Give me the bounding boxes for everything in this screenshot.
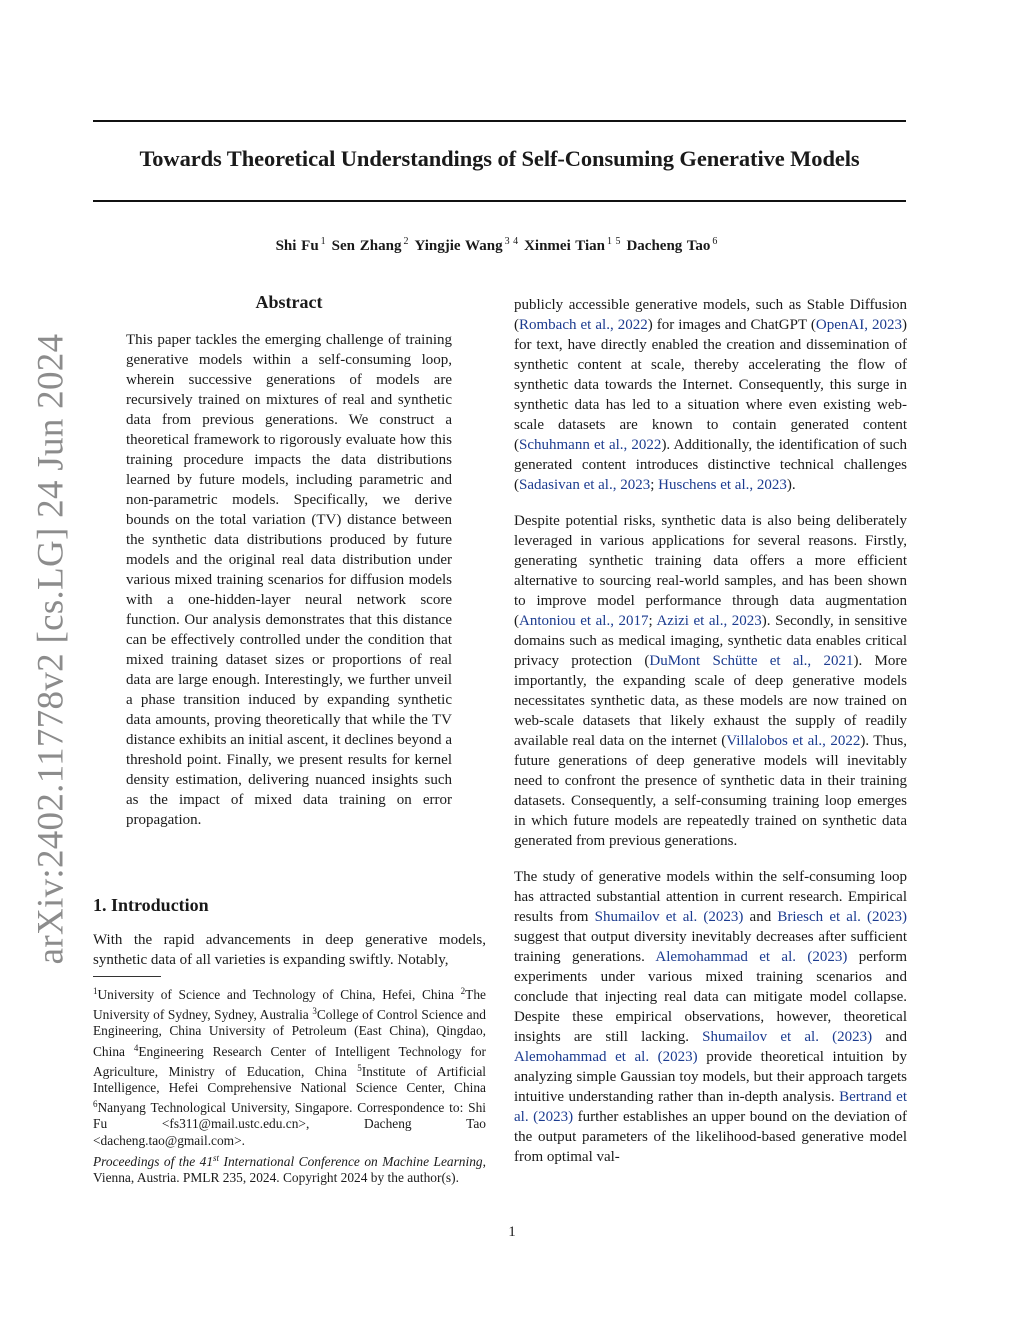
body-paragraph [514,867,907,1167]
citation-link[interactable]: DuMont Schütte et al., 2021 [649,653,854,669]
footnote-text: University of Science and Technology of China, Hefei, China [97,987,454,1002]
body-paragraph [514,295,907,495]
citation-link[interactable]: OpenAI, 2023 [815,317,903,333]
intro-paragraph: With the rapid advancements in deep generative models, synthetic data of all varieties is expanding swiftly. Notably, [93,932,486,968]
body-text: ; [648,613,657,629]
footnote-marker: 6 [93,1099,98,1110]
author-name: Sen Zhang [331,238,402,254]
body-text: The study of generative models within the self-consuming loop has attracted substantial attention in current research. Empirical results from [514,869,907,925]
section-heading-introduction: 1. Introduction [93,895,209,915]
abstract-text: This paper tackles the emerging challenge of training generative models within a self-consuming loop, wherein successive generations of models are recursively trained on mixtures of real and synthetic data from previous generations. We construct a theoretical framework to rigorously evaluate how this training procedure impacts the data distributions learned by future models, including parametric and non-parametric models. Specifically, we derive bounds on the total variation (TV) distance between the synthetic data distributions produced by future models and the original real data distribution under various mixed training scenarios for diffusion models with a one-hidden-layer neural network score function. Our analysis demonstrates that this distance can be effectively controlled under the condition that mixed training dataset sizes or proportions of real data are large enough. Interestingly, we further unveil a phase transition induced by expanding synthetic data amounts, proving theoretically that while the TV distance exhibits an initial ascent, it declines beyond a threshold point. Finally, we present results for kernel density estimation, delivering nuanced insights such as the impact of mixed data training on error propagation. [126,332,452,828]
footnote-marker: 1 [93,986,98,996]
body-text: ). Additionally, the identification of such generated content introduces distinctive technical challenges ( [514,437,907,493]
author-affiliation-marker: 1 [320,236,326,247]
proceedings-rest: , Vienna, Austria. PMLR 235, 2024. Copyright 2024 by the author(s). [93,1154,486,1186]
author-affiliation-marker: 3 4 [504,236,519,247]
author-name: Yingjie Wang [414,238,503,254]
citation-link[interactable]: Huschens et al., 2023 [658,477,787,493]
author-name: Shi Fu [275,238,319,254]
footnote-text: College of Control Science and Engineering, China University of Petroleum (East China), Qingdao, China [93,1007,486,1059]
proceedings-ordinal: st [213,1153,220,1163]
citation-link[interactable]: Alemohammad et al. (2023) [655,949,848,965]
body-text: further establishes an upper bound on the deviation of the output parameters of the likelihood-based generative model from optimal val- [514,1109,907,1165]
body-text: ). Thus, future generations of deep generative models will inevitably need to confront the presence of synthetic data in their training datasets. Consequently, a self-consuming training loop emerges in which future models are repeatedly trained on synthetic data generated from previous generations. [514,733,907,849]
author-affiliation-marker: 1 5 [606,236,621,247]
body-text: Despite potential risks, synthetic data is also being deliberately leveraged in various applications for several reasons. Firstly, generating synthetic training data offers a more efficient alternative to sourcing real-world samples, and has been shown to improve model performance through data augmentation ( [514,513,907,629]
citation-link[interactable]: Shumailov et al. (2023) [702,1029,873,1045]
citation-link[interactable]: Rombach et al., 2022 [519,317,648,333]
body-text: ; [650,477,659,493]
body-text: suggest that output diversity inevitably decreases after sufficient training generations. [514,929,907,965]
affiliation-footnotes [93,983,486,1149]
citation-link[interactable]: Schuhmann et al., 2022 [519,437,662,453]
paper-title: Towards Theoretical Understandings of Self-Consuming Generative Models [139,146,860,171]
citation-link[interactable]: Azizi et al., 2023 [656,613,762,629]
citation-link[interactable]: Alemohammad et al. (2023) [514,1049,698,1065]
body-text: ). [786,477,796,493]
citation-link[interactable]: Antoniou et al., 2017 [519,613,649,629]
citation-link[interactable]: Shumailov et al. (2023) [594,909,744,925]
footnote-marker: 4 [133,1042,139,1053]
proceedings-italic-post: International Conference on Machine Learning [219,1154,483,1169]
body-text: ). Secondly, in sensitive domains such as medical imaging, synthetic data enables critical privacy protection ( [514,613,908,669]
citation-link[interactable]: Briesch et al. (2023) [777,909,907,925]
body-text: publicly accessible generative models, such as Stable Diffusion ( [514,297,907,333]
author-affiliation-marker: 2 [403,236,409,247]
author-name: Xinmei Tian [524,238,605,254]
body-text: ). More importantly, the expanding scale of deep generative models necessitates synthetic data, as these models are now trained on web-scale datasets that likely exhaust the supply of readily available real data on the internet ( [514,653,907,749]
body-text: and [743,909,778,925]
footnote-marker: 2 [460,986,466,996]
footnote-text: Institute of Artificial Intelligence, Hefei Comprehensive National Science Center, China [93,1063,486,1096]
author-affiliation-marker: 6 [712,236,718,247]
body-text: ) for text, have directly enabled the creation and dissemination of synthetic content at scale, thereby accelerating the flow of synthetic data towards the Internet. Consequently, this surge in synthetic data has led to a situation where even existing web-scale datasets are known to contain generated content ( [514,317,908,453]
author-name: Dacheng Tao [626,238,711,254]
footnote-text: The University of Sydney, Sydney, Australia [93,987,486,1023]
body-text: perform experiments under various mixed training scenarios and conclude that injecting real data can mitigate model collapse. Despite these empirical observations, however, theoretical insights are still lacking. [514,949,908,1045]
footnote-text: Nanyang Technological University, Singapore. Correspondence to: Shi Fu <fs311@mail.ustc.edu.cn>, Dacheng Tao <dacheng.tao@gmail.com>. [93,1100,486,1148]
body-text: ) for images and ChatGPT ( [647,317,816,333]
footnote-text: Engineering Research Center of Intelligent Technology for Agriculture, Ministry of Education, China [93,1043,486,1079]
footnote-marker: 5 [357,1062,362,1073]
citation-link[interactable]: Villalobos et al., 2022 [726,733,861,749]
title-rule-top [93,120,906,122]
proceedings-italic-pre: Proceedings of the 41 [93,1154,214,1169]
title-rule-bottom [93,200,906,202]
abstract-heading: Abstract [255,292,323,312]
body-paragraph [514,511,907,851]
arxiv-stamp: arXiv:2402.11778v2 [cs.LG] 24 Jun 2024 [30,333,72,965]
page-number: 1 [508,1224,516,1240]
body-text: and [872,1029,907,1045]
footnote-marker: 3 [312,1006,317,1017]
body-text: provide theoretical intuition by analyzing simple Gaussian toy models, but their approach targets intuitive understanding rather than in-depth analysis. [514,1049,907,1105]
author-list [93,236,906,255]
citation-link[interactable]: Bertrand et al. (2023) [514,1089,907,1125]
footnote-divider [93,976,161,977]
proceedings-note [93,1150,486,1186]
right-column [514,295,907,1183]
citation-link[interactable]: Sadasivan et al., 2023 [519,477,651,493]
